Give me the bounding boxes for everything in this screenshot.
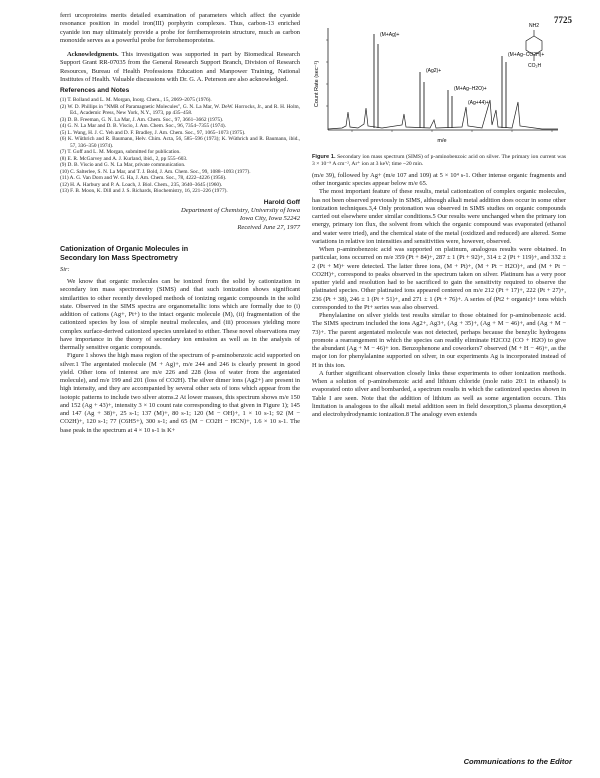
- references-heading: References and Notes: [60, 87, 130, 94]
- article-title-line: Cationization of Organic Molecules in: [60, 243, 189, 253]
- article-title: [60, 244, 300, 262]
- reference-item: (4) G. N. La Mar and D. B. Viscio, J. Am. Chem. Soc., 96, 7354–7355 (1974).: [60, 123, 226, 130]
- inset-label: NH2: [529, 23, 540, 29]
- reference-list: [60, 97, 300, 195]
- intro-paragraph: ferri urcoproteins merits detailed examination of parameters which affect the cyanide resonance position in model iron(III) porphyrin complexes. Thus, carbon-13 enriched cyanide ion may ultimately provide a probe for ferrihemoprotein structure, much as carbon monoxide serves as a powerful probe for ferrohemoproteins.: [60, 12, 300, 44]
- caption-text: Secondary ion mass spectrum (SIMS) of p-aminobenzoic acid on silver. The primary ion current was 3 × 10⁻⁹ A cm⁻², Ar⁺ ion at 3 keV; time ~20 min.: [312, 154, 567, 167]
- signature-block: [60, 199, 300, 232]
- peak-label: (Ag+44)+: [468, 100, 489, 106]
- received-date: Received June 27, 1977: [237, 223, 300, 231]
- x-axis-label: m/e: [437, 138, 447, 144]
- peak-label: (M+Ag−H2O)+: [454, 86, 487, 92]
- left-column: [60, 12, 300, 435]
- city: Iowa City, Iowa 52242: [239, 215, 300, 223]
- peak-label: (M+Ag−CO2H)+: [508, 52, 545, 58]
- reference-item: (13) F. B. Moon, K. Dill and J. S. Richards, Biochemistry, 16, 221–226 (1977).: [60, 188, 228, 195]
- body-paragraph: Figure 1 shows the high mass region of the spectrum of p-aminobenzoic acid supported on silver.1 The argentated molecule (M + Ag)+, m/e 244 and 246 is clearly present in good yield. Other ions of interest are m/e 226 and 228 (loss of water from the argentated molecule), and m/e 199 and 201 (loss of CO2H). The silver dimer ions (Ag2+) are present in high intensity, and they are accompanied by several other sets of ions which appear from the isotopic patterns to include two silver atoms.2 At lower masses, this spectrum shows m/e 150 and 152 (Ag + 43)+, intensity 3 × 10 count rate corresponding to that given in Figure 1); 145 and 147 (Ag + 38)+, 25 s-1; 137 (M)+, 80 s-1; 120 (M − OH)+, 1 × 10 s-1; 92 (M − CO2H)+, 120 s-1; 77 (C6H5+), 300 s-1; and 65 (M − CO2H − HCN)+, 1.6 × 10 s-1. The base peak in the spectrum at 4 × 10 s-1 is K+: [60, 352, 300, 434]
- reference-item: (6) K. Wüthrich and R. Baumann, Helv. Chim. Acta, 56, 585–596 (1973); K. Wüthrich and R. Baumann, ibid., 57, 336–350 (1974).: [60, 136, 300, 149]
- peak-label: (M+Ag)+: [380, 32, 400, 38]
- reference-item: (2) W. D. Phillips in "NMR of Paramagnetic Molecules", G. N. La Mar, W. DeW. Horrocks, Jr., and R. H. Holm, Ed., Academic Press, New York, N.Y., 1973, pp 435–458.: [60, 103, 300, 117]
- caption-label: Figure 1.: [312, 154, 336, 160]
- reference-item: (1) T. Bolland and L. M. Morgan, Inorg. Chem., 15, 2069–2075 (1976).: [60, 97, 212, 104]
- ack-label: Acknowledgments.: [67, 51, 119, 58]
- body-paragraph: The most important feature of these results, metal cationization of complex organic molecules, has not been observed previously in SIMS, although alkali metal addition does occur in some other ionization techniques.3,4 Only protonation was observed in SIMS studies on organic compounds carried out elsewhere under similar conditions.5 Our results were unchanged when the primary ion energy, primary ion flux, the solvent from which the organic compound was evaporated (ethanol and water were tried), and the chemical state of the metal (oxidized and reduced) are altered. Some variations in relative ion intensities and sensitivities were, however, observed.: [312, 188, 566, 245]
- reference-item: (9) D. B. Viscio and G. N. La Mar, private communication.: [60, 162, 186, 169]
- acid-group-label: CO₂H: [528, 63, 542, 69]
- journal-footer: Communications to the Editor: [463, 757, 572, 766]
- reference-item: (5) L. Wang, H. J. C. Yeh and D. F. Bradley, J. Am. Chem. Soc., 97, 1065–1073 (1975).: [60, 129, 246, 136]
- body-paragraph: When p-aminobenzoic acid was supported on platinum, analogous results were obtained. In particular, ions occurred on m/e 359 (Pt + 84)+, 287 ± 1 (Pt + 92)+, 314 ± 2 (Pt + 119)+, and 332 ± 2 (Pt + M)+ were detected. The latter three ions, (M + Pt)+, (M + Pt − H2O)+, and (M + Pt − CO2H)+, correspond to peaks observed in the spectrum taken on silver. Platinum has a very poor sputter yield and resolution had to be sacrificed to gain the sensitivity required to observe the platinated species. Other platinated ions appeared centered on m/e 212 (Pt + 17)+, 222 (Pt + 27)+, 236 (Pt + 38), 246 ± 1 (Pt + 51)+, and 271 ± 1 (Pt + 76)+. A series of (Pt2 + organic)+ ions which corresponded to the Pt+ series was also observed.: [312, 246, 566, 311]
- reference-item: (12) H. A. Harbury and P. A. Loach, J. Biol. Chem., 235, 3640–3645 (1960).: [60, 181, 223, 188]
- salutation: Sir:: [60, 265, 70, 273]
- reference-item: (11) A. G. Van Dorn and W. G. Ha, J. Am. Chem. Soc., 78, 4222–4226 (1956).: [60, 175, 227, 182]
- body-paragraph: (m/e 39), followed by Ag+ (m/e 107 and 109) at 5 × 10⁴ s-1. Other intense organic fragments and other inorganic species appear below m/e 65.: [312, 171, 566, 188]
- reference-item: (3) D. B. Freeman, G. N. La Mar, J. Am. Chem. Soc., 97, 3661–3662 (1975).: [60, 116, 224, 123]
- author-name: Harold Goff: [263, 198, 300, 206]
- acknowledgments: [60, 51, 300, 84]
- page-number: 7725: [554, 15, 572, 25]
- body-paragraph: We know that organic molecules can be ionized from the solid by cationization in secondary ion mass spectrometry (SIMS) and that such ionization shows significant similarities to other recently developed methods of ionizing organic compounds in the solid state. Observed in the SIMS spectra are organometallic ions which are formally due to (i) addition of cations (Ag+, Pt+) to the intact organic molecule (M), (ii) fragmentation of the cationized species by loss of simple neutral molecules, and (iii) processes yielding more complex surface-derived cationized species unrelated to either. These novel observations may have importance in the theory of secondary ion emission as well as in the analysis of thermally sensitive organic compounds.: [60, 278, 300, 351]
- reference-item: (7) T. Goff and L. M. Morgan, submitted for publication.: [60, 149, 181, 156]
- body-paragraph: Phenylalanine on silver yields test results similar to those obtained for p-aminobenzoic acid. The SIMS spectrum included the ions Ag2+, Ag3+, (Ag + 35)+, (Ag + M − 46)+, and (Ag + M − 73)+. The parent argentated molecule was not detected, perhaps because the benzylic hydrogens promote a rearrangement in which the species can readily eliminate H2CO2 (CO + H2O) to give the abundant (Ag + M − 46)+ ion. Benzophenone and coworkers7 observed (M + H − 46)+, as the major ion for phenylalanine supported on silver, in our experiments Ag is incorporated instead of H in this ion.: [312, 312, 566, 369]
- spectrum-plot: [312, 12, 566, 152]
- body-paragraph: A further significant observation closely links these experiments to other ionization methods. When a solution of p-aminobenzoic acid and lithium chloride (mole ratio 20:1 in ethanol) is evaporated onto silver and bombarded, a spectrum results in which the cationized species shown in Table I are seen. Note that the addition of lithium as well as some argentation occurs. This limitation is analogous to the alkali metal addition seen in field desorption,3 plasma desorption,4 and electrohydrodynamic ionization.8 The analogy even extends: [312, 369, 566, 419]
- peak-label: (Ag2)+: [426, 68, 442, 74]
- spectrum-trace: [328, 100, 558, 129]
- right-column: [312, 12, 566, 419]
- y-axis-label: Count Rate (sec⁻¹): [314, 60, 320, 108]
- affiliation: Department of Chemistry, University of Iowa: [180, 207, 300, 214]
- reference-item: (8) E. R. McGarvey and A. J. Kurland, ibid., 2, pp 555–603.: [60, 155, 188, 162]
- figure-1: [312, 12, 566, 152]
- figure-caption: [312, 154, 566, 168]
- molecule-structure: [526, 23, 542, 69]
- reference-item: (10) C. Salterlee, S. N. La Mar, and T. J. Bold, J. Am. Chem. Soc., 99, 1088–1093 (1977).: [60, 168, 251, 175]
- ack-text: This investigation was supported in part by Biomedical Research Support Grant RR-07035 from the General Research Support Branch, Division of Research Resources, Bureau of Health Professions Education and Manpower Training, National Institutes of Health. Valuable discussions with Dr. G. A. Peterson are also acknowledged.: [60, 51, 300, 83]
- article-title-line: Secondary Ion Mass Spectrometry: [60, 252, 178, 262]
